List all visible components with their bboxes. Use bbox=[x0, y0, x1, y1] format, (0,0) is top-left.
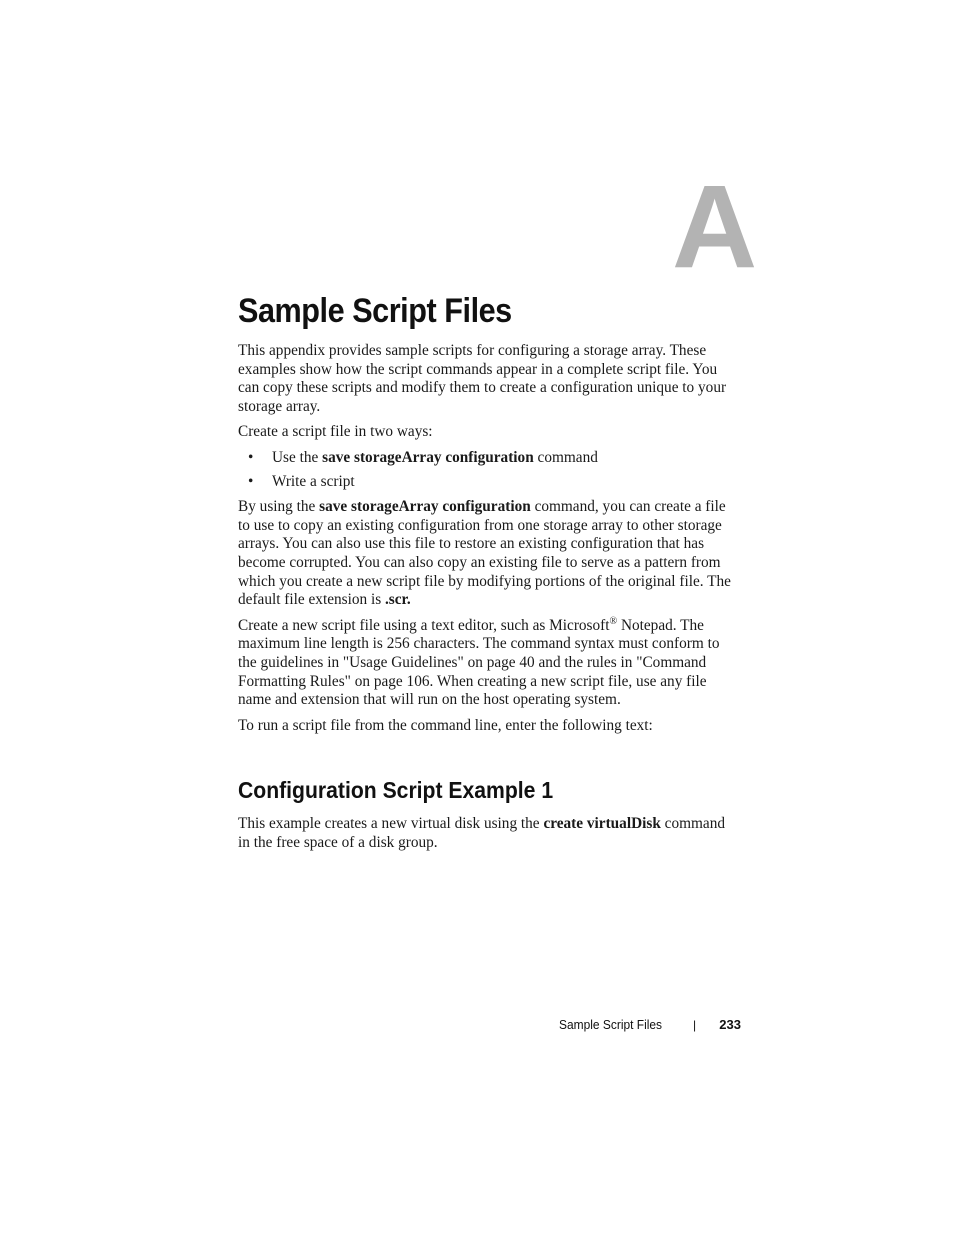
command-keyword: save storageArray configuration bbox=[319, 498, 531, 516]
page-number: 233 bbox=[719, 1017, 741, 1032]
command-keyword: create virtualDisk bbox=[543, 815, 661, 833]
save-config-paragraph bbox=[238, 498, 738, 610]
bullet-glyph: • bbox=[248, 472, 254, 490]
paragraph-text: Notepad. The maximum line length is 256 characters. The command syntax must conform to the guidelines in "Usage Guidelines" on page 40 and the rules in "Command Formatting Rules" on page 106. When creating a new script file, use any file name and extension that will run on the host operating system. bbox=[238, 616, 720, 709]
chapter-letter: A bbox=[672, 161, 758, 293]
list-item-text: Use the bbox=[272, 448, 323, 466]
bullet-glyph: • bbox=[248, 448, 254, 466]
list-item-text: Write a script bbox=[272, 472, 355, 490]
paragraph-text: By using the bbox=[238, 498, 320, 516]
list-item-text: command bbox=[533, 448, 598, 466]
create-script-paragraph bbox=[238, 617, 738, 710]
page-footer bbox=[559, 1016, 741, 1036]
ways-intro: Create a script file in two ways: bbox=[238, 423, 433, 441]
section-title: Configuration Script Example 1 bbox=[238, 777, 554, 804]
intro-paragraph: This appendix provides sample scripts for configuring a storage array. These examples show how the script commands appear in a complete script file. You can copy these scripts and modify them to create a configuration unique to your storage array. bbox=[238, 342, 727, 415]
main-content bbox=[238, 290, 738, 859]
paragraph-text: Create a new script file using a text editor, such as Microsoft bbox=[238, 616, 610, 634]
list-item bbox=[238, 473, 738, 492]
ways-list bbox=[238, 449, 738, 491]
footer-separator: | bbox=[693, 1018, 697, 1032]
list-item bbox=[238, 449, 738, 468]
registered-mark: ® bbox=[609, 615, 618, 627]
footer-title: Sample Script Files bbox=[559, 1017, 663, 1032]
paragraph-text: This example creates a new virtual disk using the bbox=[238, 815, 544, 833]
command-keyword: save storageArray configuration bbox=[322, 448, 534, 466]
page-title: Sample Script Files bbox=[238, 292, 512, 330]
example-paragraph bbox=[238, 815, 738, 852]
file-extension: .scr. bbox=[384, 591, 411, 609]
paragraph-text: command, you can create a file to use to copy an existing configuration from one storage array to other storage arrays. You can also use this file to restore an existing configuration that has become corrupted. You can also copy an existing file to serve as a pattern from which you create a new script file by modifying portions of the original file. The default file extension is bbox=[238, 498, 731, 609]
run-script-paragraph: To run a script file from the command line, enter the following text: bbox=[238, 716, 653, 734]
paragraph-text: command in the free space of a disk group. bbox=[238, 815, 725, 851]
